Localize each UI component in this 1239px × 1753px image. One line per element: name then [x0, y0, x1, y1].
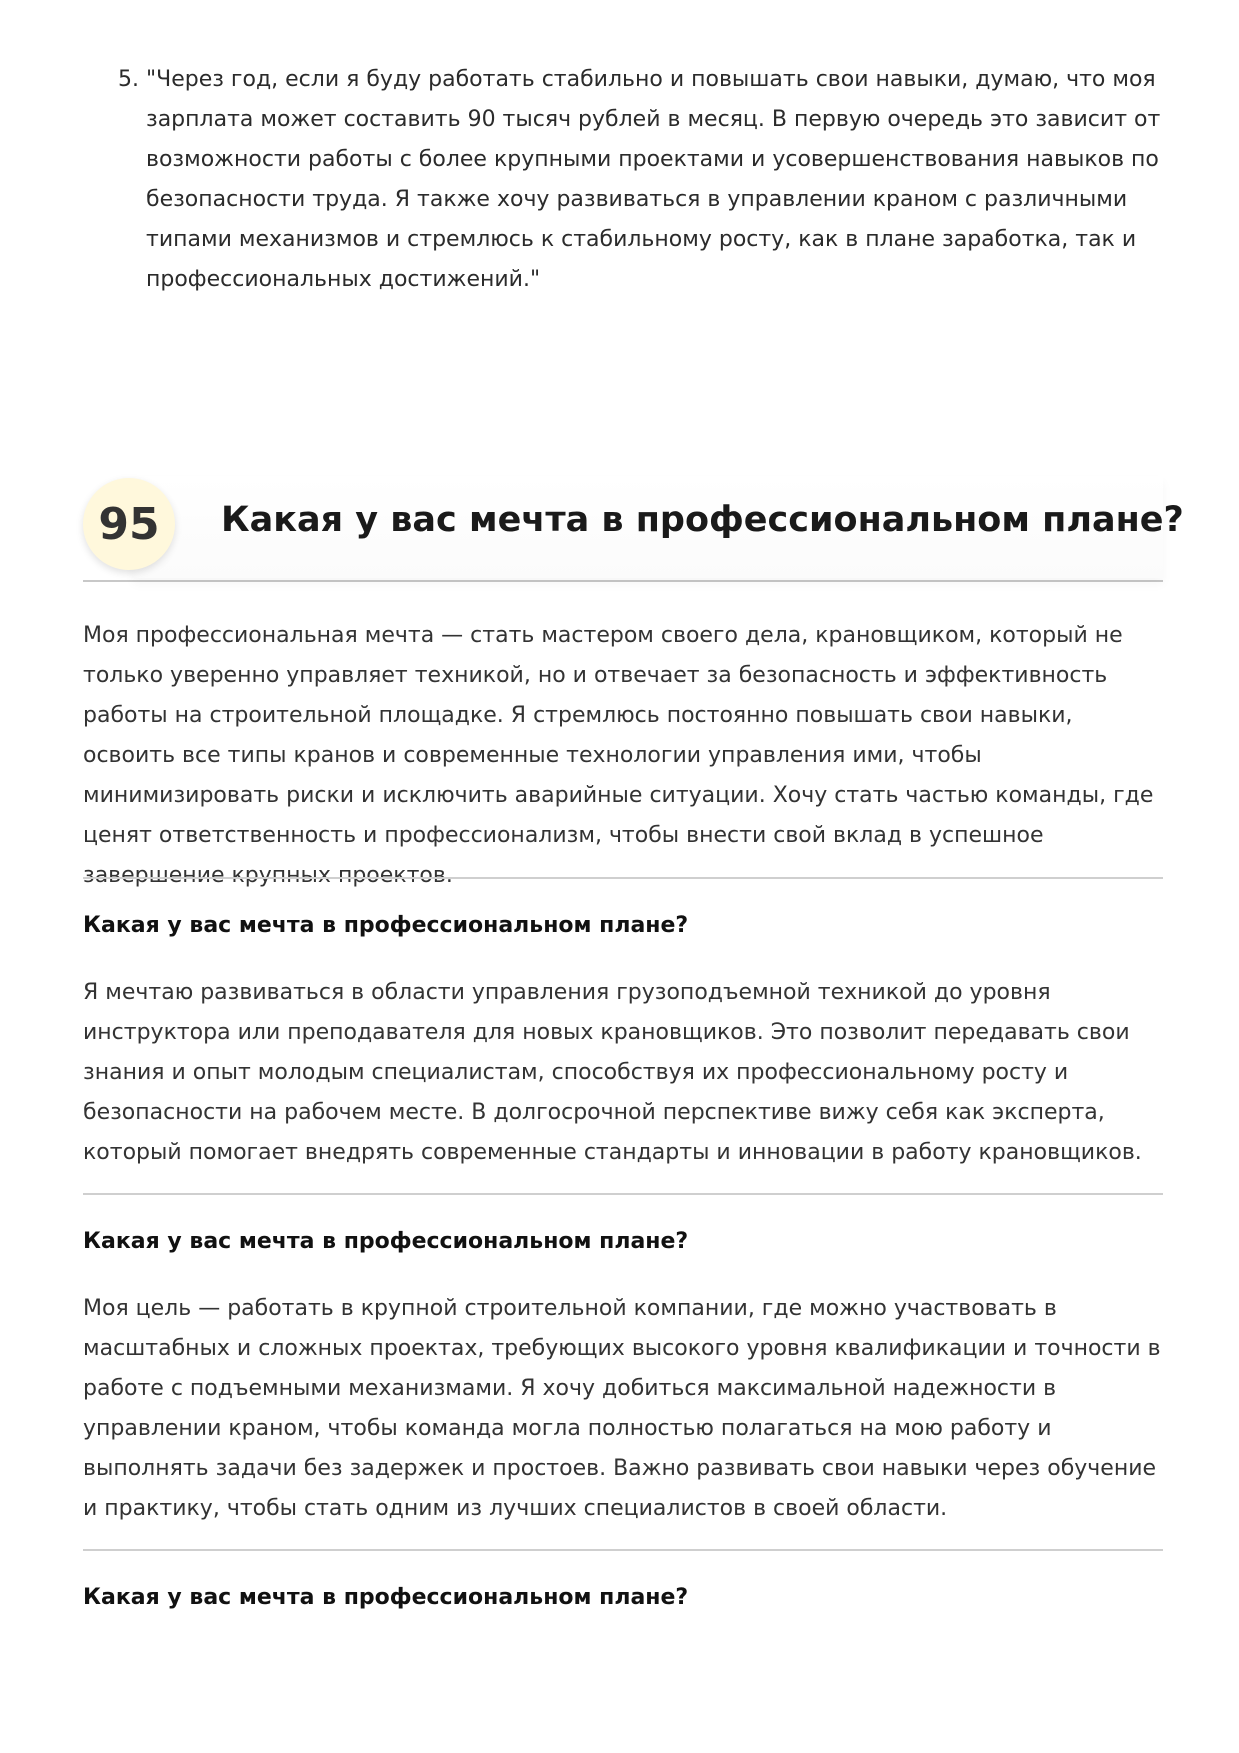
answer-divider	[83, 1549, 1163, 1551]
answer-subtitle-2: Какая у вас мечта в профессиональном плане?	[83, 913, 689, 938]
answer-divider	[83, 877, 1163, 879]
answer-divider	[83, 1193, 1163, 1195]
answer-subtitle-3: Какая у вас мечта в профессиональном плане?	[83, 1229, 689, 1254]
question-title: Какая у вас мечта в профессиональном плане?	[221, 500, 1184, 540]
answer-paragraph-2: Я мечтаю развиваться в области управления грузоподъемной техникой до уровня инструктора или преподавателя для новых крановщиков. Это позволит передавать свои знания и опыт молодым специалистам, способствуя их профессиональному росту и безопасности на рабочем месте. В долгосрочной перспективе вижу себя как эксперта, который помогает внедрять современные стандарты и инновации в работу крановщиков.	[83, 980, 1142, 1165]
question-number-badge: 95	[83, 478, 175, 570]
list-item-text: "Через год, если я буду работать стабильно и повышать свои навыки, думаю, что моя зарплата может составить 90 тысяч рублей в месяц. В первую очередь это зависит от возможности работы с более крупными проектами и усовершенствования навыков по безопасности труда. Я также хочу развиваться в управлении краном с различными типами механизмов и стремлюсь к стабильному росту, как в плане заработка, так и профессиональных достижений."	[146, 67, 1161, 292]
numbered-list-item	[118, 60, 1163, 300]
list-item-number: 5.	[118, 67, 139, 92]
answer-paragraph-1: Моя профессиональная мечта — стать мастером своего дела, крановщиком, который не только уверенно управляет техникой, но и отвечает за безопасность и эффективность работы на строительной площадке. Я стремлюсь постоянно повышать свои навыки, освоить все типы кранов и современные технологии управления ими, чтобы минимизировать риски и исключить аварийные ситуации. Хочу стать частью команды, где ценят ответственность и профессионализм, чтобы внести свой вклад в успешное завершение крупных проектов.	[83, 623, 1154, 888]
answer-paragraph-3: Моя цель — работать в крупной строительной компании, где можно участвовать в масштабных и сложных проектах, требующих высокого уровня квалификации и точности в работе с подъемными механизмами. Я хочу добиться максимальной надежности в управлении краном, чтобы команда могла полностью полагаться на мою работу и выполнять задачи без задержек и простоев. Важно развивать свои навыки через обучение и практику, чтобы стать одним из лучших специалистов в своей области.	[83, 1296, 1161, 1521]
question-header	[83, 476, 1184, 582]
answer-subtitle-4: Какая у вас мечта в профессиональном плане?	[83, 1585, 689, 1610]
